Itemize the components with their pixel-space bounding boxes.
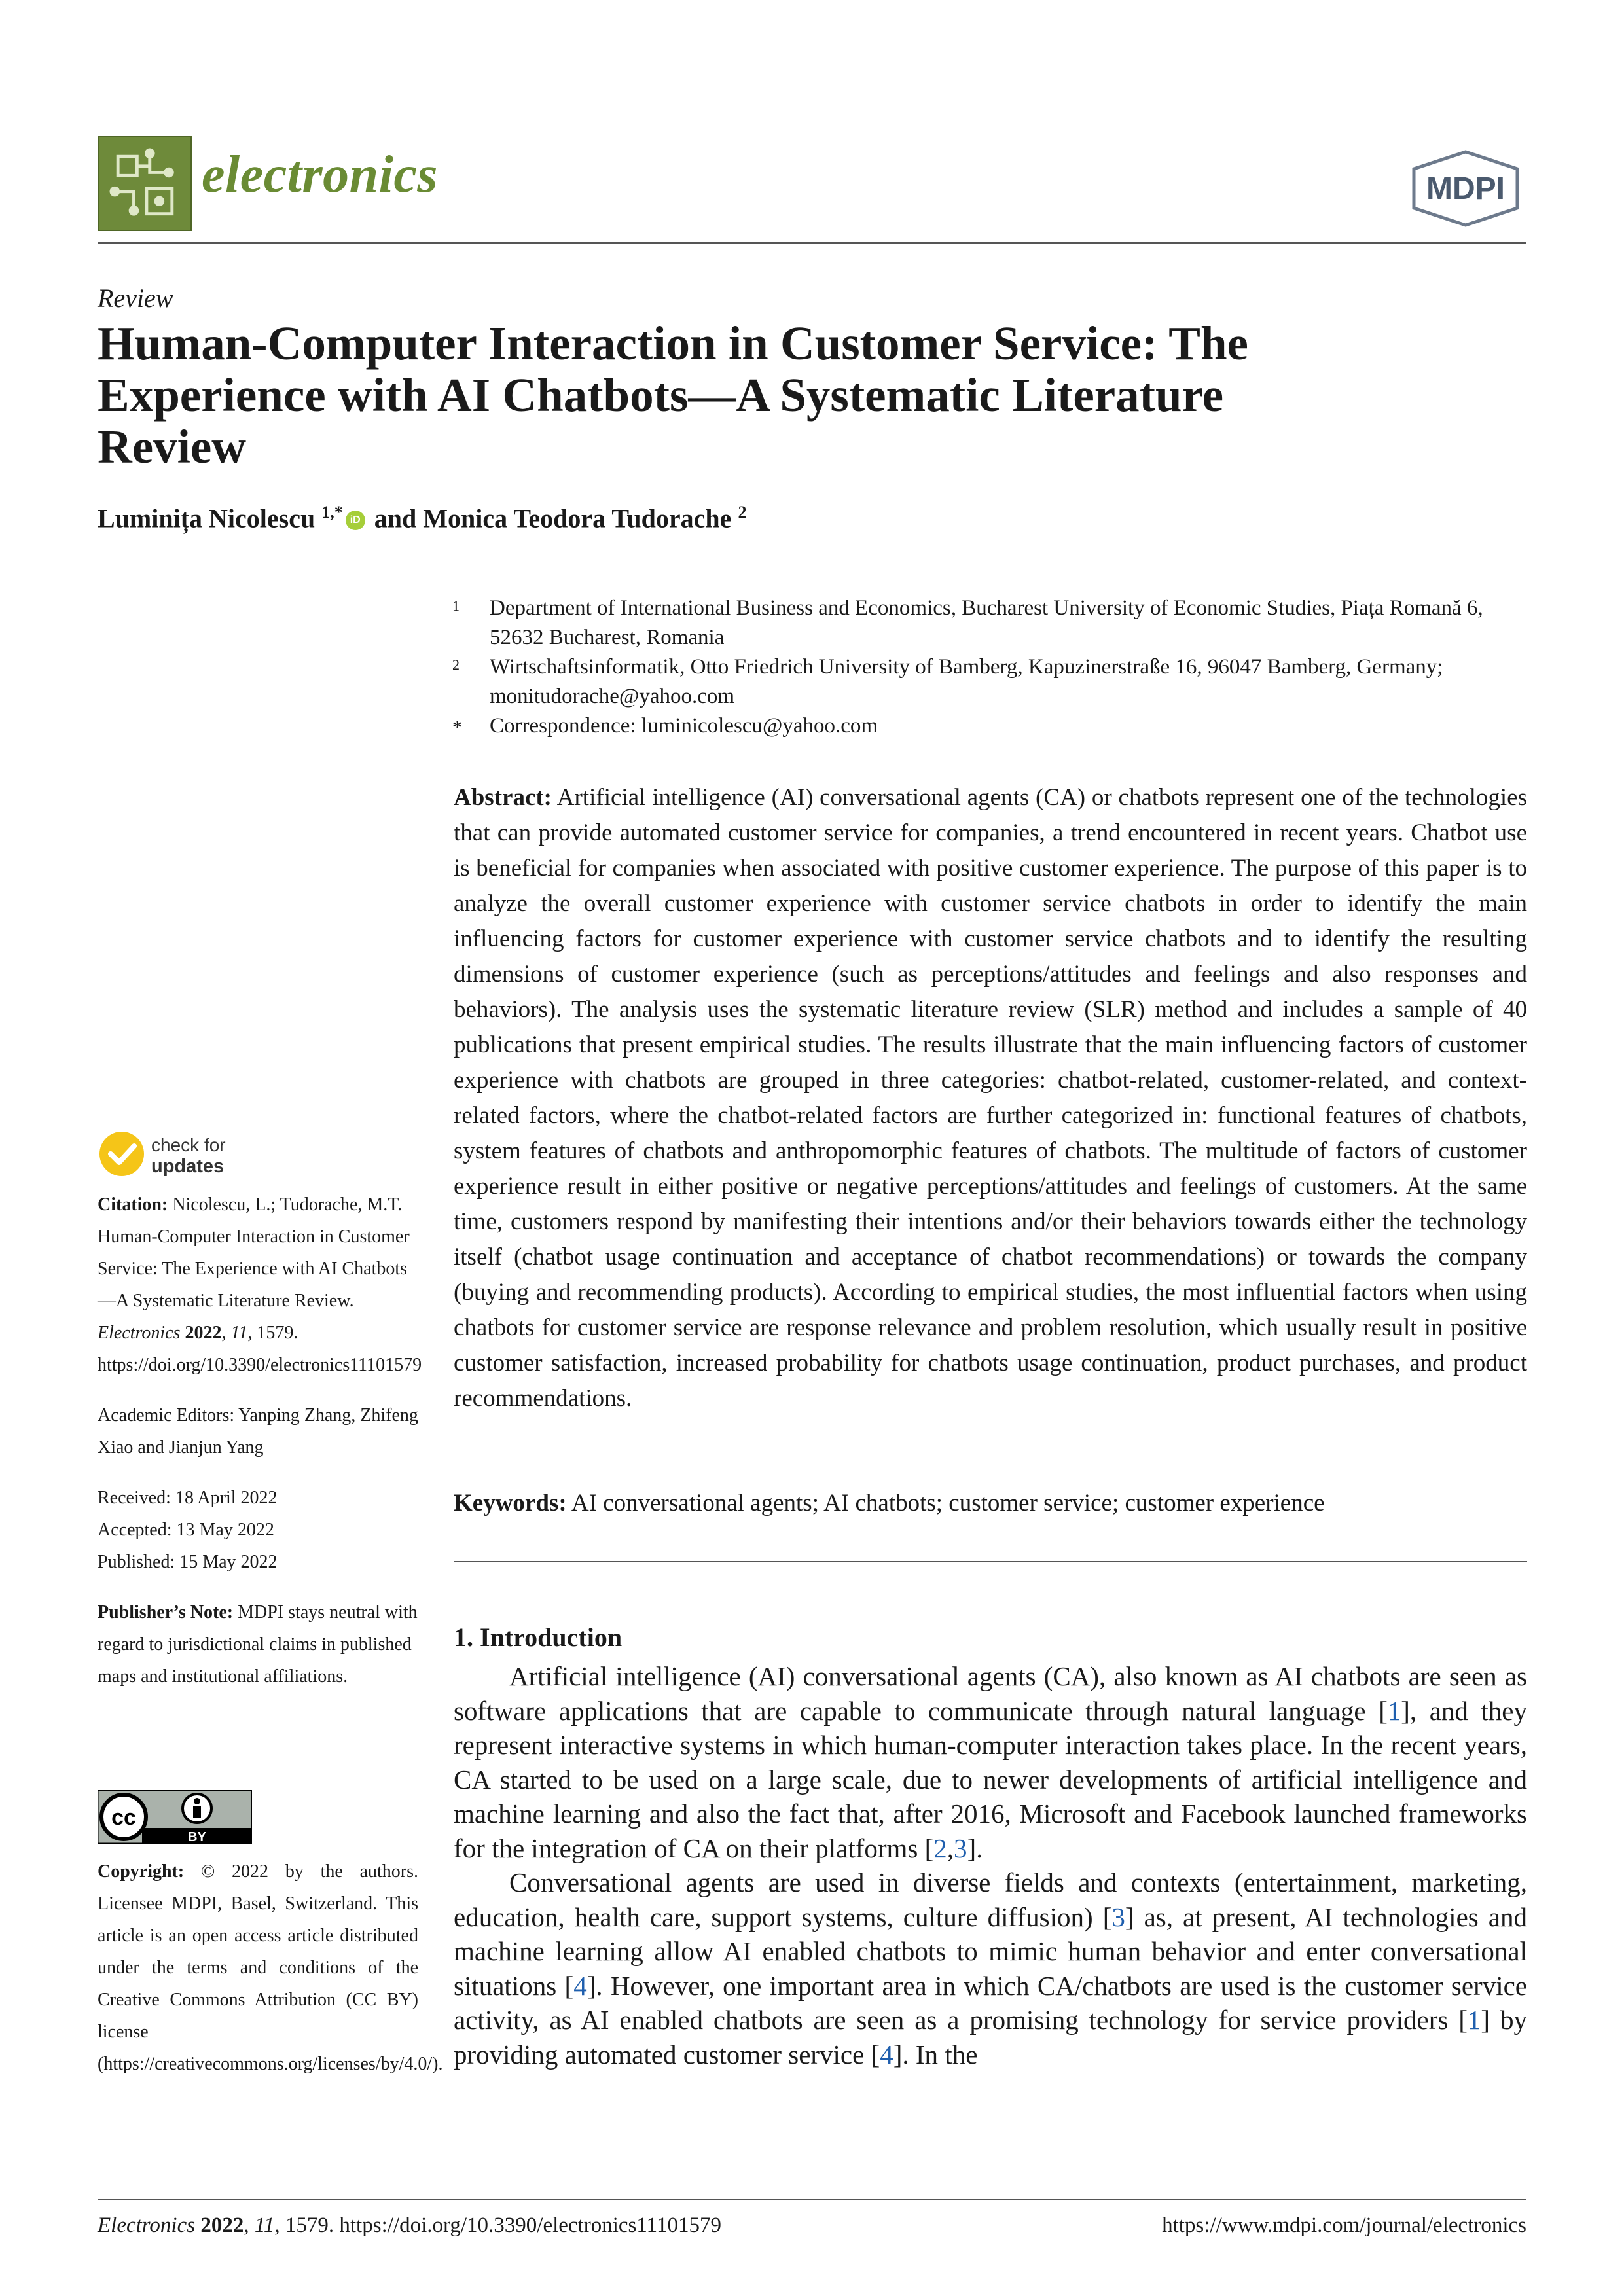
footer-citation: Electronics 2022, 11, 1579. https://doi.org/10.3390/electronics11101579: [98, 2214, 721, 2237]
affiliation-mark: 1: [452, 598, 460, 614]
check-for-updates-badge[interactable]: [98, 1128, 261, 1180]
mdpi-logo-icon: [1406, 149, 1525, 228]
affiliation-text: Wirtschaftsinformatik, Otto Friedrich University of Bamberg, Kapuzinerstraße 16, 96047 Bamberg, Germany; monitudorache@yahoo.com: [490, 655, 1443, 708]
article-type: Review: [98, 283, 173, 313]
author-1[interactable]: Luminița Nicolescu: [98, 503, 316, 533]
abstract: [454, 780, 1527, 1416]
header-rule: [98, 242, 1526, 244]
affiliation-2: [452, 653, 1530, 711]
intro-paragraph-2: Conversational agents are used in diverse fields and contexts (entertainment, marketing, education, health care, support systems, culture diffusion) [3] as, at present, AI technologies and machine learning allow AI enabled chatbots to mimic human behavior and enter conversational situations [4]. However, one important area in which CA/chatbots are used is the customer service activity, as AI enabled chatbots are seen as a promising technology for service providers [1] by providing automated customer service [4]. In the: [454, 1867, 1528, 2070]
footer-journal-url[interactable]: https://www.mdpi.com/journal/electronics: [1162, 2214, 1526, 2237]
intro-paragraph-1: Artificial intelligence (AI) conversational agents (CA), also known as AI chatbots are seen as software applications that are capable to communicate through natural language [1], and they represent interactive systems in which human-computer interaction takes place. In the recent years, CA started to be used on a large scale, due to newer developments of artificial intelligence and machine learning and also the fact that, after 2016, Microsoft and Facebook launched frameworks for the integration of CA on their platforms [2,3].: [454, 1661, 1527, 1863]
journal-logo-icon: [98, 136, 192, 231]
citation-link[interactable]: 1: [1387, 1695, 1401, 1726]
section-divider: [454, 1561, 1527, 1562]
orcid-icon[interactable]: iD: [346, 511, 365, 530]
footer-rule: [98, 2199, 1526, 2200]
citation-link[interactable]: 3: [1111, 1901, 1125, 1932]
copyright-text: © 2022 by the authors. Licensee MDPI, Basel, Switzerland. This article is an open access article distributed under the terms and conditions of the Creative Commons Attribution (CC BY) license (https://creativecommons.org/licenses/by/4.0/).: [98, 1861, 443, 2074]
keywords: [454, 1486, 1527, 1521]
check-icon: [99, 1132, 144, 1176]
author-list: [98, 503, 746, 533]
citation-block: [98, 1189, 422, 1693]
correspondence-text[interactable]: Correspondence: luminicolescu@yahoo.com: [490, 714, 878, 738]
check-updates-line1: check for: [151, 1135, 226, 1155]
citation-link[interactable]: 2: [933, 1833, 947, 1863]
publisher-note: Publisher’s Note: MDPI stays neutral with regard to jurisdictional claims in published maps and institutional affiliations.: [98, 1602, 418, 1687]
cc-by-license-badge[interactable]: [98, 1790, 252, 1844]
keywords-label: Keywords:: [454, 1490, 567, 1516]
accepted-date: Accepted: 13 May 2022: [98, 1520, 274, 1540]
svg-text:cc: cc: [111, 1805, 136, 1830]
affiliation-mark: 2: [452, 656, 460, 673]
keywords-text: AI conversational agents; AI chatbots; customer service; customer experience: [571, 1490, 1325, 1516]
received-date: Received: 18 April 2022: [98, 1488, 278, 1508]
affiliation-text: Department of International Business and Economics, Bucharest University of Economic Studies, Piața Romană 6, 52632 Bucharest, Romania: [490, 596, 1483, 649]
citation-link[interactable]: 3: [954, 1833, 967, 1863]
cc-by-label: BY: [188, 1830, 206, 1844]
author-1-affiliation: 1,*: [321, 503, 343, 522]
published-date: Published: 15 May 2022: [98, 1552, 278, 1572]
citation-link[interactable]: 1: [1467, 2005, 1481, 2035]
copyright-notice: [98, 1856, 443, 2080]
section-heading-introduction: 1. Introduction: [454, 1623, 623, 1652]
author-2[interactable]: Monica Teodora Tudorache: [423, 503, 732, 533]
citation-link[interactable]: 4: [880, 2039, 893, 2070]
correspondence: [452, 711, 1530, 741]
author-2-affiliation: 2: [738, 503, 747, 522]
author-connector: and: [374, 503, 417, 533]
check-updates-line2: updates: [151, 1156, 225, 1177]
citation-link[interactable]: 4: [573, 1970, 587, 2001]
article-title: Human-Computer Interaction in Customer Service: The Experience with AI Chatbots—A Systematic Literature Review: [98, 317, 1248, 473]
abstract-label: Abstract:: [454, 784, 552, 811]
journal-name: electronics: [202, 146, 438, 204]
affiliation-1: [452, 594, 1530, 653]
abstract-text: Artificial intelligence (AI) conversational agents (CA) or chatbots represent one of the technologies that can provide automated customer service for companies, a trend encountered in recent years. Chatbot use is beneficial for companies when associated with positive customer experience. The purpose of this paper is to analyze the overall customer experience with customer service chatbots in order to identify the main influencing factors for customer experience with customer service chatbots and to identify the resulting dimensions of customer experience (such as perceptions/attitudes and feelings and also responses and behaviors). The analysis uses the systematic literature review (SLR) method and includes a sample of 40 publications that present empirical studies. The results illustrate that the main influencing factors of customer experience with chatbots are grouped in three categories: chatbot-related, customer-related, and context-related factors, where the chatbot-related factors are further categorized in: functional features of chatbots, system features of chatbots and anthropomorphic features of chatbots. The multitude of factors of customer experience result in either positive or negative perceptions/attitudes and feelings of customers. At the same time, customers respond by manifesting their intentions and/or their behaviors towards either the technology itself (chatbot usage continuation and acceptance of chatbot recommendations) or towards the company (buying and recommending products). According to empirical studies, the most influential factors when using chatbots for customer service are response relevance and problem resolution, which usually result in positive customer satisfaction, increased probability for chatbots usage continuation, product purchases, and product recommendations.: [454, 784, 1527, 1412]
copyright-label: Copyright:: [98, 1861, 185, 1882]
mdpi-logo-text: MDPI: [1426, 171, 1505, 206]
citation: Citation: Nicolescu, L.; Tudorache, M.T. Human-Computer Interaction in Customer Service: The Experience with AI Chatbots—A Systematic Literature Review. Electronics 2022, 11, 1579. https://doi.org/10.3390/electronics11101579: [98, 1194, 422, 1375]
academic-editors: Academic Editors: Yanping Zhang, Zhifeng Xiao and Jianjun Yang: [98, 1405, 418, 1458]
introduction-body: [454, 1659, 1527, 2072]
affiliation-mark: *: [452, 717, 462, 738]
